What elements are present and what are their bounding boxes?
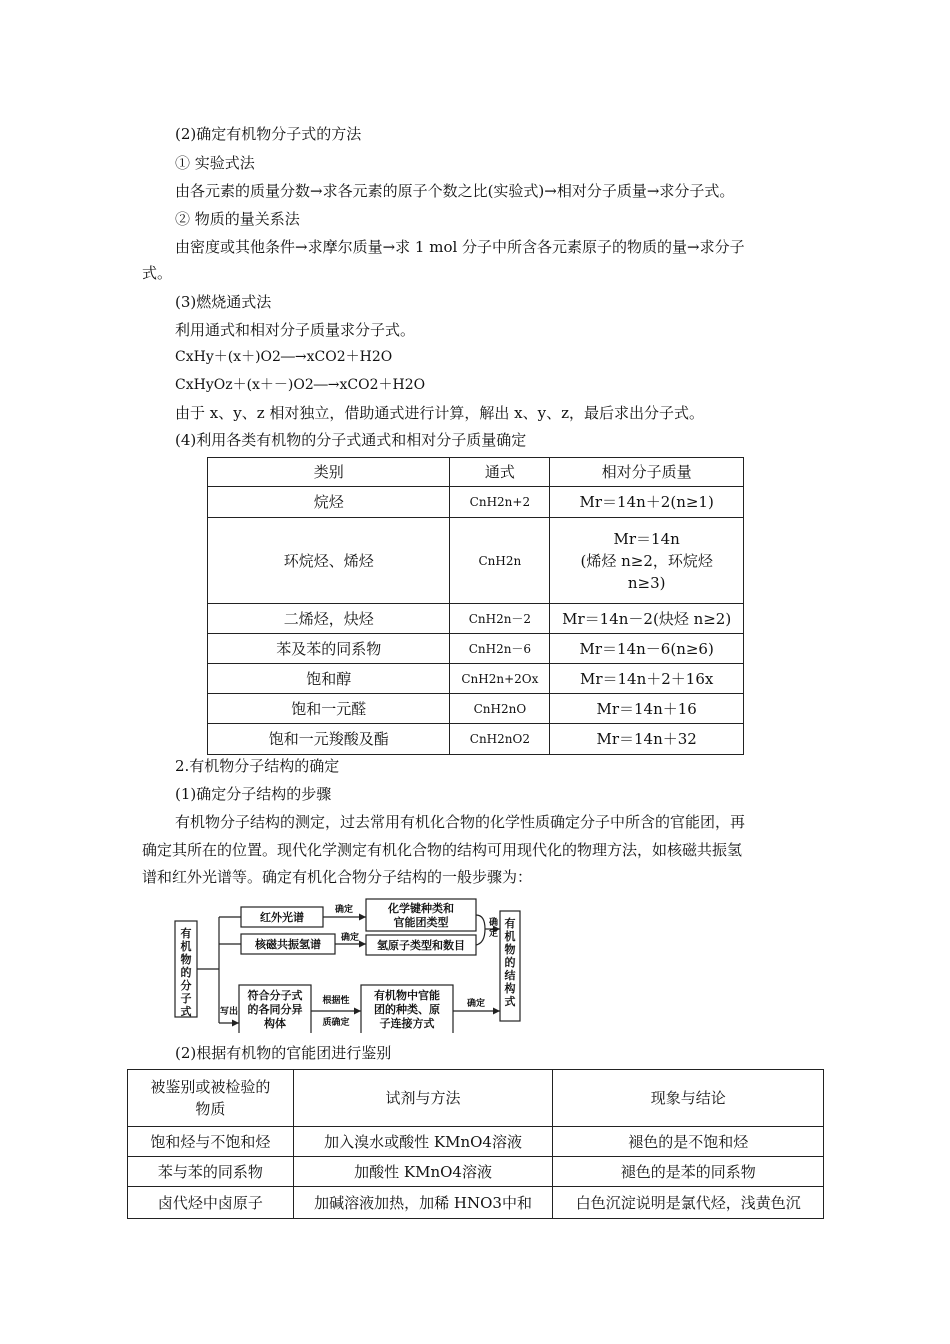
- structure-flow-diagram: [173, 893, 529, 1033]
- paragraph: 确定其所在的位置。现代化学测定有机化合物的结构可用现代化的物理方法，如核磁共振氢: [142, 841, 743, 859]
- end-label: 有机物的结构式: [504, 917, 516, 1008]
- table-cell: Mr＝14n＋32: [550, 724, 744, 755]
- group-label-3: 子连接方式: [379, 1017, 435, 1030]
- table-cell: CnH2n+2Ox: [450, 664, 550, 694]
- paragraph: 由于 x、y、z 相对独立，借助通式进行计算，解出 x、y、z，最后求出分子式。: [175, 404, 704, 422]
- table-header: 现象与结论: [553, 1070, 824, 1127]
- confirm-label: 确定: [334, 905, 354, 915]
- method-title: ① 实验式法: [175, 154, 255, 172]
- table-cell: 卤代烃中卤原子: [128, 1187, 294, 1219]
- section-heading: (3)燃烧通式法: [175, 293, 272, 311]
- paragraph: 利用通式和相对分子质量求分子式。: [175, 321, 416, 339]
- table-cell: CnH2n－2: [450, 604, 550, 634]
- by-label-1: 根据性: [322, 996, 350, 1006]
- isomer-label-2: 的各同分异: [247, 1003, 303, 1016]
- table-header: 相对分子质量: [550, 458, 744, 487]
- table-cell: CnH2nO2: [450, 724, 550, 755]
- table-cell: Mr＝14n－2(炔烃 n≥2): [550, 604, 744, 634]
- bond-label: 化学键种类和: [388, 902, 454, 915]
- start-label: 有机物的分子式: [180, 927, 192, 1018]
- section-heading: 2.有机物分子结构的确定: [175, 757, 340, 775]
- table-cell: 饱和一元羧酸及酯: [208, 724, 450, 755]
- table-header: 通式: [450, 458, 550, 487]
- table-cell: CnH2nO: [450, 694, 550, 724]
- cell-line: n≥3): [627, 573, 666, 592]
- table-cell: 苯及苯的同系物: [208, 634, 450, 664]
- group-label-2: 团的种类、原: [374, 1003, 440, 1016]
- write-label: 写出: [219, 1007, 239, 1017]
- table-cell: 加碱溶液加热，加稀 HNO3中和: [293, 1187, 553, 1219]
- table-cell: 饱和烃与不饱和烃: [128, 1127, 294, 1157]
- table-cell: 二烯烃，炔烃: [208, 604, 450, 634]
- isomer-label-1: 符合分子式: [247, 989, 303, 1002]
- table-cell: 烷烃: [208, 487, 450, 518]
- cell-line: Mr＝14n: [613, 529, 680, 548]
- table-cell: Mr＝14n－6(n≥6): [550, 634, 744, 664]
- table-cell: 褪色的是不饱和烃: [553, 1127, 824, 1157]
- identification-table: [127, 1069, 824, 1219]
- h-label: 氢原子类型和数目: [377, 939, 465, 952]
- section-heading: (2)确定有机物分子式的方法: [175, 125, 362, 143]
- table-cell: 饱和一元醛: [208, 694, 450, 724]
- confirm-label-vertical: 确定: [489, 918, 499, 939]
- table-cell: CnH2n: [450, 518, 550, 604]
- table-cell: Mr＝14n＋2＋16x: [550, 664, 744, 694]
- nmr-label: 核磁共振氢谱: [255, 938, 321, 951]
- table-cell: 环烷烃、烯烃: [208, 518, 450, 604]
- isomer-label-3: 构体: [264, 1017, 286, 1030]
- paragraph: 由密度或其他条件→求摩尔质量→求 1 mol 分子中所含各元素原子的物质的量→求分子: [175, 238, 745, 256]
- header-line: 被鉴别或被检验的: [150, 1078, 271, 1096]
- table-cell: CnH2n－6: [450, 634, 550, 664]
- paragraph: 由各元素的质量分数→求各元素的原子个数之比(实验式)→相对分子质量→求分子式。: [175, 182, 735, 200]
- table-cell: 饱和醇: [208, 664, 450, 694]
- confirm-label: 确定: [340, 933, 360, 943]
- table-cell: CnH2n+2: [450, 487, 550, 518]
- paragraph: 有机物分子结构的测定，过去常用有机化合物的化学性质确定分子中所含的官能团，再: [175, 813, 746, 831]
- formula-table: [207, 457, 744, 755]
- table-cell: 加入溴水或酸性 KMnO4溶液: [293, 1127, 553, 1157]
- table-cell: Mr＝14n＋16: [550, 694, 744, 724]
- group-label-1: 有机物中官能: [374, 989, 440, 1002]
- table-header: [128, 1070, 294, 1127]
- paragraph: 式。: [142, 264, 173, 282]
- ir-label: 红外光谱: [260, 911, 304, 924]
- paragraph: 谱和红外光谱等。确定有机化合物分子结构的一般步骤为：: [142, 868, 533, 886]
- table-cell: [550, 518, 744, 604]
- table-header: 类别: [208, 458, 450, 487]
- section-heading: (4)利用各类有机物的分子式通式和相对分子质量确定: [175, 431, 527, 449]
- table-header: 试剂与方法: [293, 1070, 553, 1127]
- formula-line: CxHy＋(x＋)O2―→xCO2＋H2O: [175, 349, 393, 365]
- cell-line: (烯烃 n≥2，环烷烃: [580, 551, 713, 570]
- by-label-2: 质确定: [322, 1018, 350, 1028]
- table-cell: 白色沉淀说明是氯代烃，浅黄色沉: [553, 1187, 824, 1219]
- formula-line: CxHyOz＋(x＋－)O2―→xCO2＋H2O: [175, 377, 426, 393]
- table-cell: Mr＝14n＋2(n≥1): [550, 487, 744, 518]
- table-cell: 褪色的是苯的同系物: [553, 1157, 824, 1187]
- confirm-label: 确定: [466, 999, 486, 1009]
- bond-label-2: 官能团类型: [393, 916, 449, 929]
- method-title: ② 物质的量关系法: [175, 210, 300, 228]
- table-cell: 苯与苯的同系物: [128, 1157, 294, 1187]
- table-cell: 加酸性 KMnO4溶液: [293, 1157, 553, 1187]
- section-heading: (2)根据有机物的官能团进行鉴别: [175, 1044, 392, 1062]
- header-line: 物质: [195, 1100, 226, 1118]
- section-heading: (1)确定分子结构的步骤: [175, 785, 332, 803]
